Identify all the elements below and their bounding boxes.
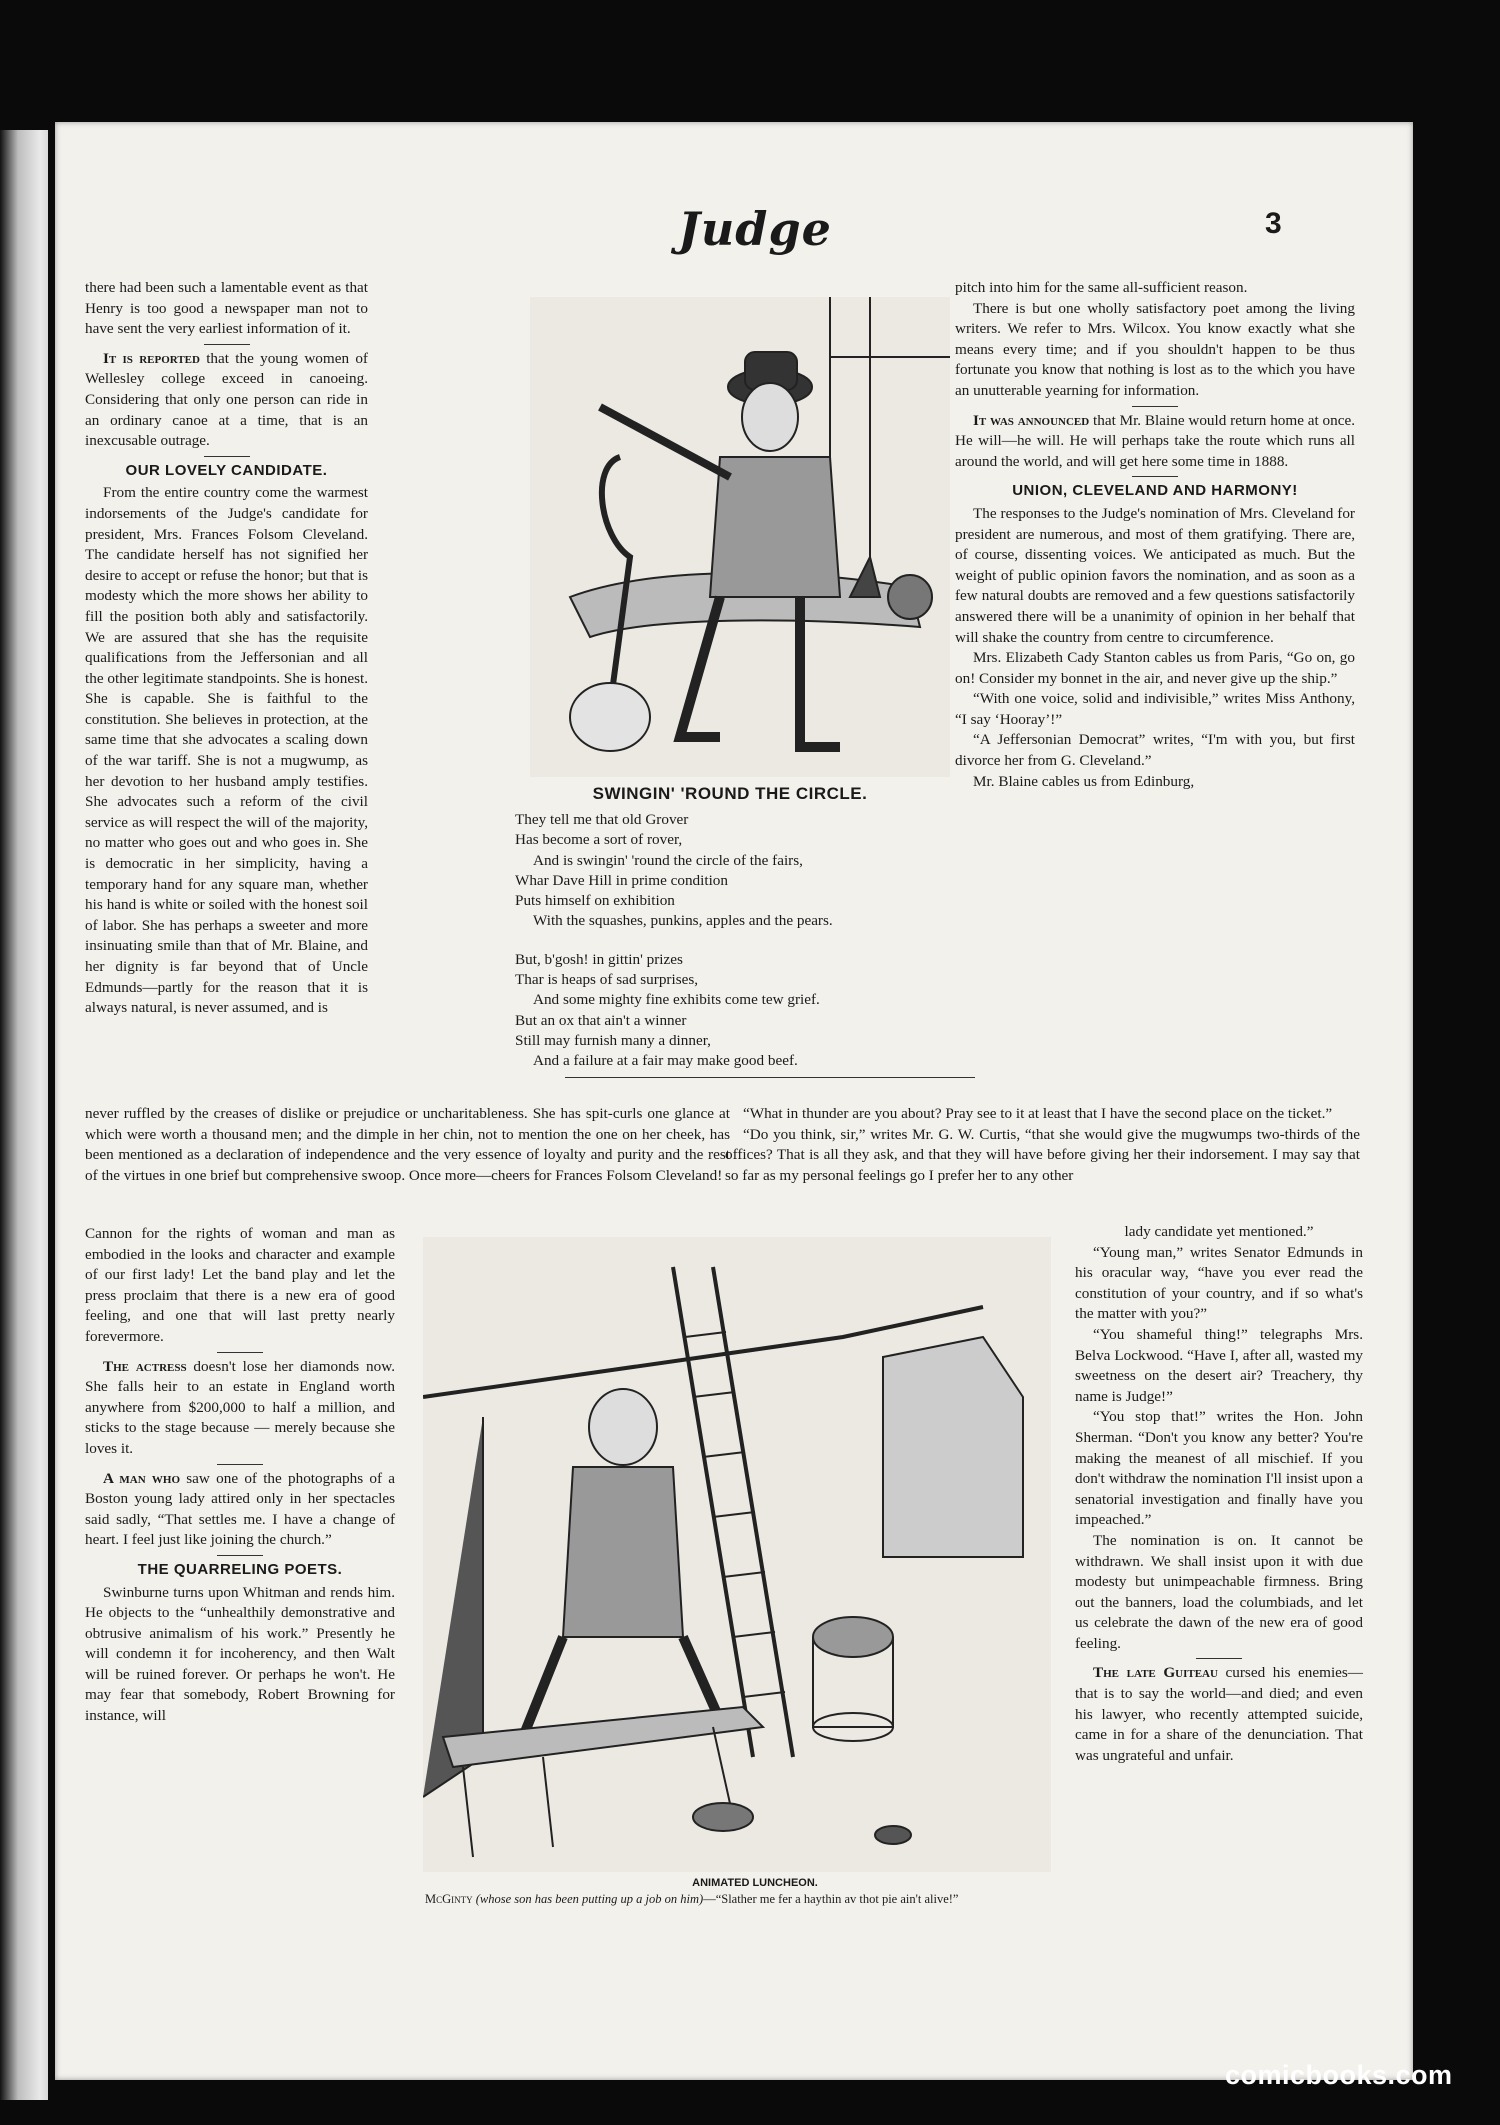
paragraph: “You shameful thing!” telegraphs Mrs. Belva Lockwood. “Have I, after all, wasted my sweetness on the desert air? Treachery, thy name is Judge!” [1075, 1325, 1363, 1405]
paragraph: The late Guiteau cursed his enemies—that is to say the world—and died; and even his lawyer, who recently attempted suicide, came in for a share of the denunciation. That was ungrateful and unfair. [1075, 1664, 1363, 1764]
section-heading: OUR LOVELY CANDIDATE. [125, 461, 328, 479]
paragraph: Mrs. Elizabeth Cady Stanton cables us from Paris, “Go on, go on! Consider my bonnet in the air, and never give up the ship.” [955, 649, 1355, 687]
poem-line: But, b'gosh! in gittin' prizes [515, 950, 683, 968]
illustration-caption: McGinty (whose son has been putting up a job on him)—“Slather me fer a haythin av thot pie ain't alive!” [425, 1892, 959, 1906]
page-number: 3 [1265, 207, 1282, 240]
poem-line: But an ox that ain't a winner [515, 1011, 687, 1029]
column-1-top [85, 278, 368, 1019]
poem-line: And a failure at a fair may make good beef. [533, 1052, 798, 1070]
poem-line: They tell me that old Grover [515, 811, 689, 828]
column-1-bottom [85, 1224, 395, 1727]
divider [204, 344, 250, 345]
poem-title: SWINGIN' 'ROUND THE CIRCLE. [592, 784, 868, 803]
poem-line: Whar Dave Hill in prime condition [515, 871, 728, 889]
newspaper-page [55, 122, 1413, 2080]
wide-band-right [725, 1104, 1360, 1186]
divider [204, 456, 250, 457]
column-3-top [955, 278, 1355, 792]
paragraph: It was announced that Mr. Blaine would return home at once. He will—he will. He will perhaps take the route which runs all around the world, and will get here some time in 1888. [955, 411, 1355, 470]
paragraph: Cannon for the rights of woman and man as embodied in the looks and character and example of our first lady! Let the band play and let the press proclaim that there is a new era of good feeling, and one that will last pretty nearly forevermore. [85, 1225, 395, 1345]
poem-line: Has become a sort of rover, [515, 831, 683, 849]
paragraph: pitch into him for the same all-sufficient reason. [955, 279, 1248, 296]
section-heading: UNION, CLEVELAND AND HARMONY! [1012, 482, 1298, 500]
paragraph: “A Jeffersonian Democrat” writes, “I'm with you, but first divorce her from G. Cleveland.” [955, 731, 1355, 770]
poem-line: Puts himself on exhibition [515, 892, 675, 910]
divider [217, 1555, 263, 1556]
paragraph: The nomination is on. It cannot be withdrawn. We shall insist upon it with due modesty but unimpeachable firmness. Bring out the banners, load the columbiads, and let us celebrate the dawn of the new era of good feeling. [1075, 1531, 1363, 1652]
illustration-animated-luncheon [423, 1237, 1051, 1872]
poem-line: And is swingin' 'round the circle of the fairs, [533, 851, 803, 869]
divider [1132, 476, 1178, 477]
paragraph: lady candidate yet mentioned.” [1124, 1223, 1314, 1240]
paragraph: “With one voice, solid and indivisible,” writes Miss Anthony, “I say ‘Hooray’!” [955, 690, 1355, 728]
divider [565, 1077, 975, 1078]
paragraph: It is reported that the young women of Wellesley college exceed in canoeing. Considering that only one person can ride in an ordinary canoe at a time, that is an inexcusable outrage. [85, 349, 368, 450]
facing-page-edge [0, 130, 48, 2100]
column-3-bottom [1075, 1222, 1363, 1766]
wide-band-left [85, 1104, 730, 1186]
paragraph: There is but one wholly satisfactory poet among the living writers. We refer to Mrs. Wilcox. You know exactly what she means every time; and if you shouldn't happen to be thus fortunate you know that nothing is lost as to the which you have an unutterable yearning for information. [955, 299, 1355, 399]
poem-line: Thar is heaps of sad surprises, [515, 971, 699, 989]
paragraph: The actress doesn't lose her diamonds now. She falls heir to an estate in England worth anywhere from $200,000 to half a million, and sticks to the stage because — merely because she loves it. [85, 1357, 395, 1457]
paragraph: A man who saw one of the photographs of a Boston young lady attired only in her spectacles said sadly, “That settles me. I have a change of heart. I feel just like joining the church.” [85, 1469, 395, 1549]
illustration-swingin-round-the-circle [530, 297, 950, 777]
paragraph: never ruffled by the creases of dislike or prejudice or uncharitableness. She has spit-curls one glance at which were worth a thousand men; and the dimple in her chin, not to mention the one on her cheek, has been mentioned as a declaration of independence and the very essence of loyalty and purity and the rest of the virtues in one brief but comprehensive swoop. Once more—cheers for Frances Folsom Cleveland! [85, 1105, 730, 1184]
paragraph: Mr. Blaine cables us from Edinburg, [973, 772, 1195, 790]
paragraph: “You stop that!” writes the Hon. John Sherman. “Don't you know any better? You're making the meanest of all mischief. If you don't withdraw the nomination I'll insist upon a senatorial investigation and finally have you impeached.” [1075, 1408, 1363, 1529]
poem [515, 810, 985, 1072]
divider [1132, 406, 1178, 407]
paragraph: From the entire country come the warmest indorsements of the Judge's candidate for president, Mrs. Frances Folsom Cleveland. The candidate herself has not signified her desire to accept or refuse the honor; but that is modesty which the more shows her ability to fill the position both ably and satisfactorily. We are assured that she has the requisite qualifications from the Jeffersonian and all the other legitimate standpoints. She is honest. She is capable. She is faithful to the constitution. She believes in protection, at the same time that she advocates a scaling down of the war tariff. She is not a mugwump, as her devotion to her husband amply testifies. She advocates such a reform of the civil service as will respect the will of the majority, no matter who goes out and who goes in. She is democratic in her simplicity, having a temporary hand for any square man, whether his hand is white or soiled with the honest soil of labor. She has perhaps a sweeter and more insinuating smile than that of Mr. Blaine, and her dignity is far beyond that of Uncle Edmunds—partly for the reason that it is always natural, is never assumed, and is [85, 484, 368, 1017]
masthead-logo: Judge [678, 202, 832, 256]
paragraph: “Young man,” writes Senator Edmunds in his oracular way, “have you ever read the constitution of your country, and if so what's the matter with you?” [1075, 1243, 1363, 1323]
poem-line: With the squashes, punkins, apples and the pears. [533, 912, 833, 930]
paragraph: “Do you think, sir,” writes Mr. G. W. Curtis, “that she would give the mugwumps two-thirds of the offices? That is all they ask, and that they will have before giving her their indorsement. I may say that so far as my personal feelings go I prefer her to any other [725, 1125, 1360, 1184]
divider [217, 1464, 263, 1465]
paragraph: The responses to the Judge's nomination of Mrs. Cleveland for president are numerous, and most of them gratifying. There are, of course, dissenting voices. We anticipated as much. But the weight of public opinion favors the nomination, and as soon as a few natural doubts are removed and a few questions satisfactorily answered there will be a unanimity of opinion in her behalf that will shake the country from centre to circumference. [955, 504, 1355, 646]
watermark: comicbooks.com [1225, 2060, 1453, 2090]
illustration-caption-title: ANIMATED LUNCHEON. [692, 1877, 818, 1889]
paragraph: there had been such a lamentable event as that Henry is too good a newspaper man not to have sent the very earliest information of it. [85, 279, 368, 338]
section-heading: THE QUARRELING POETS. [137, 1560, 343, 1578]
divider [217, 1352, 263, 1353]
poem-line: And some mighty fine exhibits come tew grief. [533, 991, 820, 1009]
paragraph: “What in thunder are you about? Pray see to it at least that I have the second place on the ticket.” [743, 1105, 1333, 1122]
poem-line: Still may furnish many a dinner, [515, 1031, 711, 1049]
paragraph: Swinburne turns upon Whitman and rends him. He objects to the “unhealthily demonstrative and obtrusive animalism of his work.” Presently he will condemn it for incoherency, and then Walt will be ruined forever. Or perhaps he won't. He may fear that somebody, Robert Browning for instance, will [85, 1583, 395, 1725]
divider [1196, 1658, 1242, 1659]
